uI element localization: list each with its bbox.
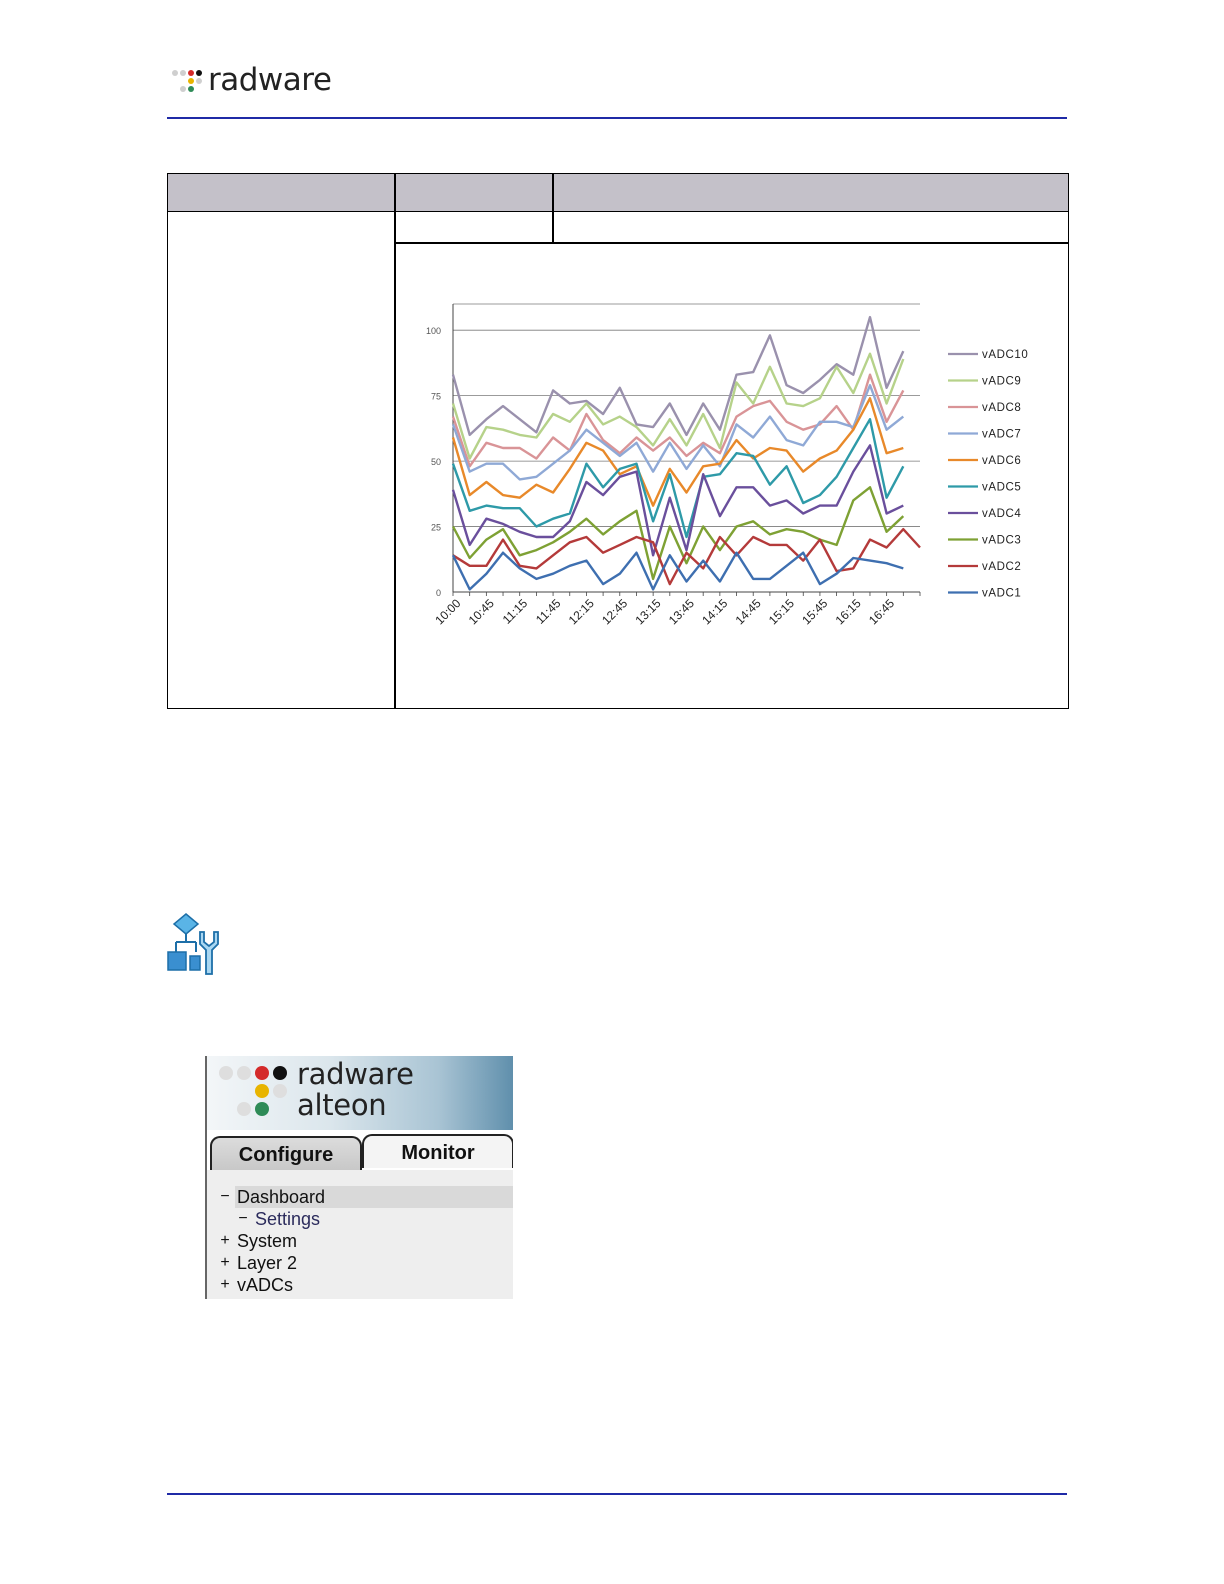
x-tick-label: 16:45 <box>865 596 898 628</box>
tree-item-dashboard[interactable]: Dashboard <box>237 1187 326 1207</box>
legend-label: vADC3 <box>982 534 1022 547</box>
series-line-vadc4 <box>453 445 903 555</box>
collapse-icon[interactable]: − <box>238 1210 248 1227</box>
legend-label: vADC6 <box>982 455 1022 467</box>
x-tick-label: 15:15 <box>765 596 798 628</box>
legend-label: vADC8 <box>982 402 1022 414</box>
x-tick-label: 13:45 <box>665 596 697 628</box>
legend-label: vADC9 <box>982 375 1022 388</box>
nav-brand-alteon: alteon <box>297 1088 387 1122</box>
legend-label: vADC7 <box>982 428 1022 441</box>
expand-icon[interactable]: + <box>220 1254 230 1271</box>
legend-label: vADC1 <box>982 587 1022 600</box>
x-tick-label: 12:15 <box>565 596 597 628</box>
collapse-icon[interactable]: − <box>220 1188 230 1205</box>
nav-brand-radware: radware <box>297 1057 414 1091</box>
x-tick-label: 13:15 <box>632 596 664 628</box>
table-col-divider-2 <box>552 174 554 243</box>
x-tick-label: 15:45 <box>799 596 831 628</box>
x-tick-label: 11:45 <box>533 596 564 627</box>
series-line-vadc6 <box>453 398 903 505</box>
series-line-vadc10 <box>453 317 903 435</box>
x-tick-label: 10:45 <box>465 596 497 628</box>
x-tick-label: 11:15 <box>499 596 531 627</box>
radware-logo <box>168 62 338 102</box>
logo-dots <box>168 66 208 98</box>
settings-tool-icon <box>166 912 226 978</box>
x-tick-label: 16:15 <box>832 596 864 628</box>
x-tick-label: 14:15 <box>699 596 731 628</box>
legend-label: vADC2 <box>982 561 1022 573</box>
tree-item-vadcs[interactable]: vADCs <box>237 1275 294 1295</box>
x-tick-label: 14:45 <box>732 596 764 628</box>
table-col-divider-1 <box>394 174 396 709</box>
nav-tree <box>207 1170 513 1299</box>
nav-brand-header <box>207 1056 513 1130</box>
header-rule <box>167 117 1067 119</box>
tree-item-layer2[interactable]: Layer 2 <box>237 1253 298 1273</box>
legend-label: vADC10 <box>982 349 1029 361</box>
x-tick-label: 10:00 <box>432 596 464 628</box>
x-tick-label: 12:45 <box>599 596 631 628</box>
vadc-utilization-chart <box>405 290 1065 690</box>
y-tick-label: 75 <box>430 391 441 402</box>
y-tick-label: 25 <box>430 522 441 533</box>
y-tick-label: 100 <box>425 326 441 337</box>
y-tick-label: 0 <box>435 588 441 598</box>
legend-label: vADC4 <box>982 508 1022 520</box>
tab-configure[interactable]: Configure <box>210 1136 362 1170</box>
legend-label: vADC5 <box>982 481 1022 494</box>
y-tick-label: 50 <box>430 457 441 468</box>
table-header-row <box>168 174 1068 212</box>
tree-item-settings[interactable]: Settings <box>255 1209 321 1229</box>
tab-monitor[interactable]: Monitor <box>362 1134 513 1168</box>
table-row-divider <box>394 242 1068 244</box>
footer-rule <box>167 1493 1067 1495</box>
expand-icon[interactable]: + <box>220 1276 230 1293</box>
expand-icon[interactable]: + <box>220 1232 230 1249</box>
tree-item-system[interactable]: System <box>237 1231 298 1251</box>
logo-text: radware <box>208 62 332 98</box>
alteon-navigation-panel <box>205 1056 513 1299</box>
nav-tabs <box>207 1130 513 1170</box>
